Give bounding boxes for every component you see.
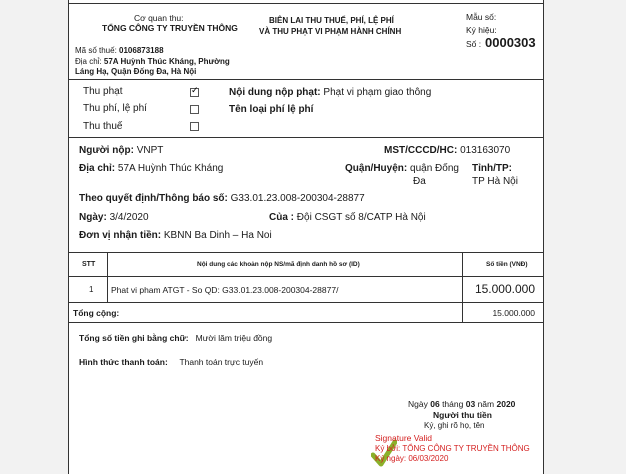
issuer-line: Của : Đội CSGT số 8/CATP Hà Nội xyxy=(269,212,426,223)
tax-code-line: Mã số thuế: 0106873188 xyxy=(75,46,164,55)
payer-address-line: Địa chỉ: 57A Huỳnh Thúc Kháng xyxy=(79,163,224,174)
symbol-label: Ký hiệu: xyxy=(466,25,497,35)
row-content: Phat vi pham ATGT - So QD: G33.01.23.008-200304-28877/ xyxy=(111,285,339,295)
collector-note: Ký, ghi rõ họ, tên xyxy=(424,421,485,430)
province-label: Tỉnh/TP: xyxy=(472,163,512,174)
signature-valid-text: Signature Valid xyxy=(375,433,433,443)
payment-method-line: Hình thức thanh toán: Thanh toán trực tuyến xyxy=(79,357,264,367)
date-line: Ngày: 3/4/2020 xyxy=(79,212,149,223)
signing-date: Ngày 06 tháng 03 năm 2020 xyxy=(408,399,516,409)
serial-number: 0000303 xyxy=(485,35,536,50)
receipt-document xyxy=(68,0,544,474)
tax-checkbox[interactable] xyxy=(190,122,199,131)
serial-label: Số : xyxy=(466,39,482,49)
amount-words-line: Tổng số tiền ghi bằng chữ: Mười lăm triệu đồng xyxy=(79,333,273,343)
receiver-line: Đơn vị nhận tiền: KBNN Ba Dinh – Ha Noi xyxy=(79,230,272,241)
top-rule xyxy=(69,3,543,4)
receipt-title-line1: BIÊN LAI THU THUẾ, PHÍ, LỆ PHÍ xyxy=(269,16,394,25)
fine-content-line: Nội dung nộp phạt: Phạt vi phạm giao thông xyxy=(229,87,432,98)
fee-checkbox[interactable] xyxy=(190,105,199,114)
digital-signature-stamp[interactable] xyxy=(369,431,529,465)
agency-label: Cơ quan thu: xyxy=(134,13,184,23)
payer-id-line: MST/CCCD/HC: 013163070 xyxy=(384,145,511,156)
col-stt-header: STT xyxy=(82,261,96,268)
decision-line: Theo quyết định/Thông báo số: G33.01.23.008-200304-28877 xyxy=(79,193,365,204)
province-value: TP Hà Nội xyxy=(472,176,518,187)
district-line2: Đa xyxy=(413,176,426,187)
signature-date: Ký ngày: 06/03/2020 xyxy=(375,454,449,463)
agency-address-line1: Địa chỉ: 57A Huỳnh Thúc Kháng, Phường xyxy=(75,57,230,66)
receipt-title-line2: VÀ THU PHẠT VI PHẠM HÀNH CHÍNH xyxy=(259,27,402,36)
district-line: Quận/Huyện: quận Đống xyxy=(345,163,459,174)
agency-address-line2: Láng Hạ, Quận Đống Đa, Hà Nội xyxy=(75,67,197,76)
agency-name: TỔNG CÔNG TY TRUYỀN THÔNG xyxy=(102,23,238,33)
fine-checkbox[interactable] xyxy=(190,88,199,97)
row-stt: 1 xyxy=(89,285,94,294)
total-amount: 15.000.000 xyxy=(492,308,535,318)
fee-type-label: Tên loại phí lệ phí xyxy=(229,104,314,115)
payer-line: Người nộp: VNPT xyxy=(79,145,164,156)
collector-title: Người thu tiền xyxy=(433,410,492,420)
signature-signer: Ký bởi: TỔNG CÔNG TY TRUYỀN THÔNG xyxy=(375,444,530,453)
fee-category-label: Thu phí, lệ phí xyxy=(83,103,147,114)
total-label: Tổng cộng: xyxy=(73,308,120,318)
tax-category-label: Thu thuế xyxy=(83,121,123,132)
form-number-label: Mẫu số: xyxy=(466,12,497,22)
row-amount: 15.000.000 xyxy=(474,282,535,296)
col-amount-header: Số tiền (VNĐ) xyxy=(486,261,528,268)
col-content-header: Nội dung các khoản nộp NS/mã định danh hồ sơ (ID) xyxy=(197,261,360,268)
fine-category-label: Thu phạt xyxy=(83,86,123,97)
